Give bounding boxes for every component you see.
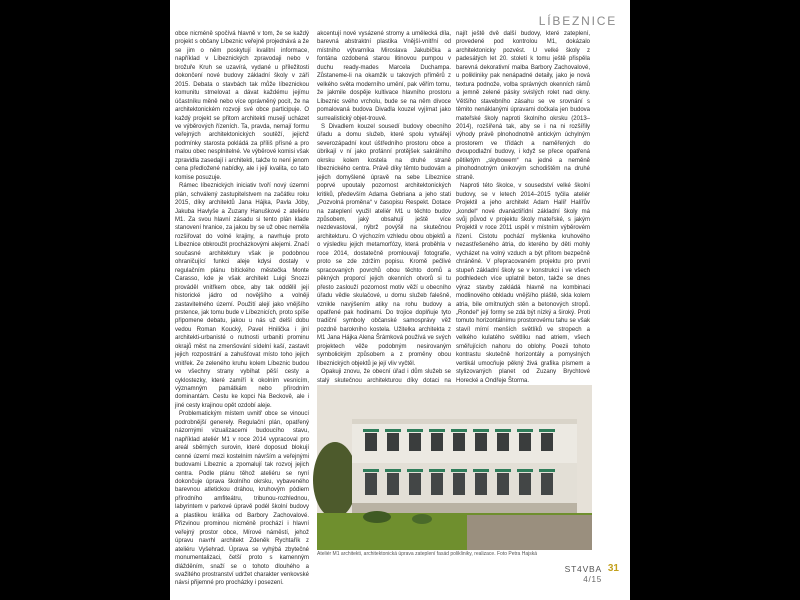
photo-lower-windows bbox=[365, 473, 553, 495]
photo-caption: Ateliér M1 architekti, architektonická úprava zateplení fasád polikliniky, realizace. Foto Petra Hajská bbox=[317, 551, 538, 557]
paragraph: najít ještě dvě další budovy, které zateplení, provedené pod kontrolou M1, dokázalo architektonicky pozvést. U velké školy z padesátých let 20. století k tomu ještě přispěla barevná dekorativní malba Barbory Zachovalové, u polikliniky pak nenápadné detaily, jako je nová textura podnože, volba správných okenních rámů a jemně zelené pásky svislých rolet nad okny. Většího stavebního zásahu se ve srovnání s těmito nenáklanými úpravami dočkala jen budova mateřské školy naproti školního okrsku (2013–2014), rozšířená tak, aby se i na ni rozšířily výhody právě plnohodnotně antickým úchylným prostorem ve třídách a naměřených do dvoupodlažní budovy, i když se přece opatřená pětiletým „skybowem“ na jedné a neměně plnohodnotným únikovým schodištěm na druhé straně. bbox=[456, 31, 590, 181]
article-column-2 bbox=[317, 30, 451, 384]
magazine-name: ST4VBA bbox=[564, 564, 602, 574]
building-photo-illustration bbox=[317, 385, 592, 550]
article-column-1 bbox=[175, 30, 309, 587]
paragraph: Naproti této školce, v sousedství velké školní budovy, se v letech 2014–2015 tyčila ateliér Projektil a jeho architekt Adam Halíř Halířův „kondel“ nové dvanáctiřídní základní školy má svůj původ v projektu školy mateřské, s jakým Projektil v roce 2011 uspěl v místním výběrovém řízení. Cistotu pochází myšlenka kruhového nezastřešeného átria, do kterého by děti mohly vycházet na volný vzduch a být přitom bezpečně chráněné. V přepracovaném projektu pro první stupeň základní školy se v konstrukci i ve všech podhledech více uplatnil beton, takže se dnes výraz stavby zakládá hlavně na kombinaci modlinového obkladu vnějšího pláště, skla kolem atria, bíle omítnutých stěn a betonových stropů. „Rondel“ její formy se zdá být nízký a široký. Proti tomuto horizontálnímu prostorovému tahu se však stavíl mírní menších světlíků ve stropech a velkého kulatého světlíku nad atriem, všech směřujících nahoru do oblohy. Poezii tohoto kontrastu skutečně horizontály a pomyslných vertikál umocňuje pěkný živá grafika písmem a stylizovaných planet od Zuzany Brychtové Horecké a Ondřeje Štorma. bbox=[456, 183, 590, 384]
magazine-page bbox=[170, 0, 630, 600]
building-photo bbox=[317, 385, 592, 550]
paragraph: akcentují nové vysázené stromy a umělecká díla, barevná abstraktní plastika Vnější-vnitřní od místního výtvarníka Miroslava Jakubíčka a fontána ozdobená starou litinovou pumpou v duchu ready-mades Marcela Duchampa. Zůstaneme-li na okamžik u takových příměrů z velkého světa moderního umění, pak věřím tomu, že jakmile dospěje kultivace hlavního prostoru Líbeznic svého vrcholu, bude se na něm dívoce pomalovaná budova Divadla kouzel vyjímat jako surrealistický objet-trouvé. bbox=[317, 31, 451, 122]
photo-shrub bbox=[412, 514, 432, 524]
photo-path bbox=[467, 515, 592, 550]
photo-shrub bbox=[363, 511, 391, 523]
paragraph: Opakuji znovu, že obecní úřad i dům služeb se stalý skutečnou architekturou díky dotaci na bbox=[317, 369, 451, 384]
issue-number: 4/15 bbox=[583, 575, 602, 584]
photo-tree bbox=[313, 442, 357, 518]
paragraph: Rámec líbeznických iniciativ tvoří nový územní plán, schválený zastupitelstvem na začátku roku 2015, díky architektů Jana Hájka, Pavla Jóby, Jakuba Havlyše a Zuzany Hanuškové z ateliéru M1. Za svou hlavní zásadu si tento plán klade stanovení hranice, za jakou by se už obec neměla rozšiřovat do volné krajiny, a navrhuje proto Líbeznice obkroužit procházkovými alejemi. Značí současné architektury však je podobnou ohraničující funkci aleje kdysi dostaly v regulačním plánu bítického městečka Monte Carasso, kde je však architekt Luigi Snozzi prováděl vnitřkem obce, aby tak oddělil její historické jádro od novějšího a volněji zastavitelného území. Použití alejí jako vnějšího prstence, jak tomu bude v Líbeznicích, proto spíše připomene debatu, jakou u nás už delší dobu vedou Roman Koucký, Pavel Hnilička i jiní architekti-urbanisté o nutnosti urbaniti prominu okrajů měst na zmenšování sídelní kaší, zastavit jejich rozpostrání a zahušťovat místo toho jejich vnitřek. Ze zeleného kruhu kolem Líbeznic budou ve všechny strany vybíhat pěší cesty a cyklostezky, které zamíří k okolním vesnicím, významným památkám nebo přírodním dominantám. Cestu ke kopci Na Beckově, ale i jiné cesty krajinou opět ozdobí aleje. bbox=[175, 183, 309, 409]
paragraph: S Divadlem kouzel sousedí budovy obecního úřadu a domu služeb, které spolu vytvářejí severozápadní kout úštředního prostoru obce a úbrikají v ní jako profánní protějšek sakrálního okrsku kolem kostela na druhé straně líbeznického centra. Právě díky těmto budovám a jejich domyšlené úpravě na sebe Líbeznice poprvé upoutaly pozornost architektonických kritiků, především Adama Gebriana a jeho stati „Pozvolná proměna“ v časopisu Respekt. Dotace na zateplení využil ateliér M1 u těchto budov způsobem, jaký obsahují ještě více nezdevastoval, nýbrž povýšil na skutečnou architekturu. O výchozím vzhledu obou objektů a o výsledku jejich metamorfózy, která proběhla v roce 2014, dostatečně promlouvají fotografie, proto se zde zdržím popisu. Kromě pečlivé spracovaných povrchů obou těchto domů a pěkných proporcí jejich okenních otvorů si tu přesto zaslouží pozornost motiv věží u obecního úřadu vědle skulačové, u domu služeb falešně, vznikle navýšením atiky na rohu budovy a opatřené pak hodinami. Do trojice doplňuje tyto tradiční symboly občanské samosprávy věž pozdně barokního kostela. Užitelka architekta z M1 Jana Hájka Alena Šrámková používá ve svých projektech věže podobným nesirovaným symbolickým způsobem a z proměny obou líbeznických objektů je její vliv vyčtěl. bbox=[317, 123, 451, 367]
photo-upper-windows bbox=[365, 433, 553, 451]
photo-roof-edge bbox=[352, 419, 577, 424]
paragraph: obce nicméně spočívá hlavně v tom, že se každý projekt s občany Líbeznic veřejně projednává a že se jim o něm poskytují kvalitní informace, například v Líbeznických zpravodaji nebo v brožuře Kruh se uzavírá, vydané u příležitosti dokončení nové budovy základní školy v září 2015. Debata o stavbách tak může líbeznickou komunitu stmelovat a dávat každému jejímu účastníku měně nebo více oprávněný pocit, že na architektonickém rozvoji své obce participuje. O každý projekt se přitom architekti musejí ucházet ve výběrových řízeních. Ta, pravda, nemají formu veřejných architektonických soutěží, jejichž podmínky starosta pokládá za příliš přísné a pro malou obec nesplnitelné. Ve výběrové komisi však zpravidla zasedají i architekti, takže to není jenom cena předložené nabídky, ale i její kvalita, co tato komise posuzuje. bbox=[175, 31, 309, 181]
page-number: 31 bbox=[607, 563, 619, 574]
section-title: LÍBEZNICE bbox=[538, 14, 617, 28]
article-column-3 bbox=[456, 30, 590, 384]
paragraph: Problematickým místem uvnitř obce se vinoucí podrobnější generely. Regulační plán, opatřený názornými vizualizacemi budoucího stavu, například ateliér M1 v roce 2014 vypracoval pro areál sběrných surovin, které doposud blokují cenné území mezi kostelním návrším a veřejnými budovami Líbeznic a zpomalují tak rozvoj jejich centra. Podle plánu těhož ateliéru se nyní dokončuje úprava školního okrsku, vybaveného barevnou atletickou dráhou, kruhovým pódiem přírodního amfiteátru, tribunou-rozhlednou, labyrintem v parkové úpravě podél školní budovy a plastikou králíka od Barbory Zachovalové. Přizvinou prominou nicméně prochází i hlavní veřejný prostor obce, Mírové náměstí, jehož úpravu navrhl architekt Zdeněk Rychtařík z ateliéru Vyšehrad. Úprava se vyhýbá zbytečné monumentalizaci, četší proto s kamenným dlážděním, snaží se o tohoto dlouhého a svažitého prostranství udržet charakter venkovské návsi přijemné pro procházky i posezení. bbox=[175, 411, 309, 587]
